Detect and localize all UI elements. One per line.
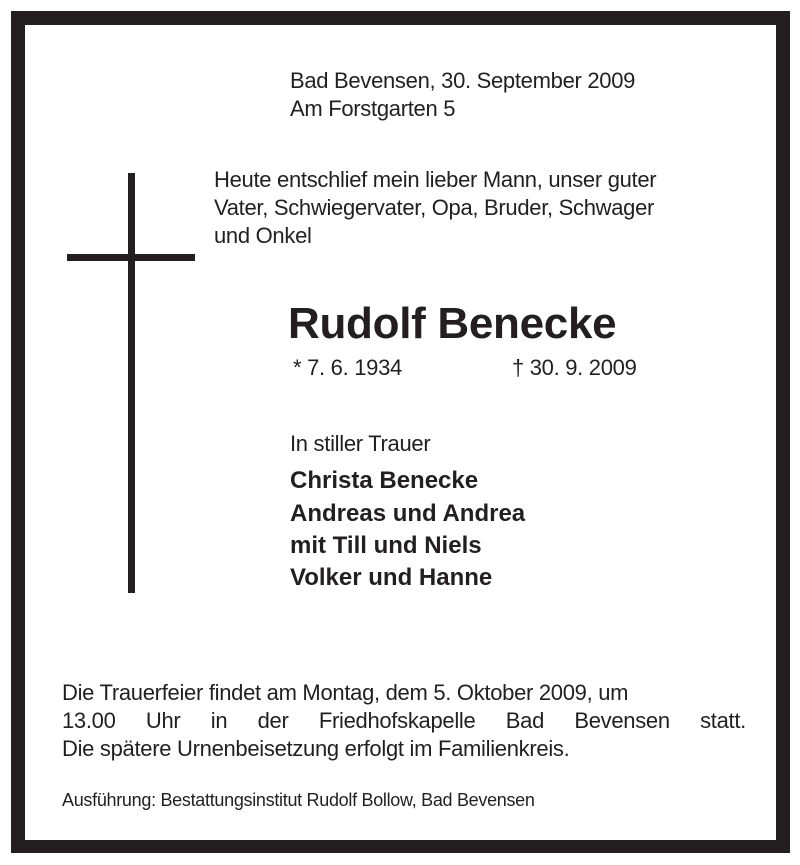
mourner-2: Andreas und Andrea — [290, 500, 526, 527]
ceremony-line-3: Die spätere Urnenbeisetzung erfolgt im Familienkreis. — [62, 736, 570, 761]
cross-horizontal-bar — [67, 254, 195, 261]
ceremony-line-1: Die Trauerfeier findet am Montag, dem 5. Oktober 2009, um — [62, 680, 629, 705]
mourner-3: mit Till und Niels — [290, 532, 482, 559]
death-date: † 30. 9. 2009 — [512, 355, 637, 380]
birth-date: * 7. 6. 1934 — [293, 355, 402, 380]
address: Am Forstgarten 5 — [290, 96, 456, 121]
cross-vertical-bar — [128, 173, 135, 593]
intro-line-2: Vater, Schwiegervater, Opa, Bruder, Schwager — [214, 195, 655, 220]
mourner-1: Christa Benecke — [290, 467, 479, 494]
intro-line-3: und Onkel — [214, 223, 312, 248]
ceremony-line-2: 13.00 Uhr in der Friedhofskapelle Bad Bevensen statt. — [62, 708, 746, 733]
mourners-intro: In stiller Trauer — [290, 431, 431, 456]
undertaker-credit: Ausführung: Bestattungsinstitut Rudolf Bollow, Bad Bevensen — [62, 790, 535, 810]
intro-line-1: Heute entschlief mein lieber Mann, unser guter — [214, 167, 657, 192]
place-date: Bad Bevensen, 30. September 2009 — [290, 68, 636, 93]
deceased-name: Rudolf Benecke — [288, 299, 617, 348]
mourner-4: Volker und Hanne — [290, 564, 493, 591]
